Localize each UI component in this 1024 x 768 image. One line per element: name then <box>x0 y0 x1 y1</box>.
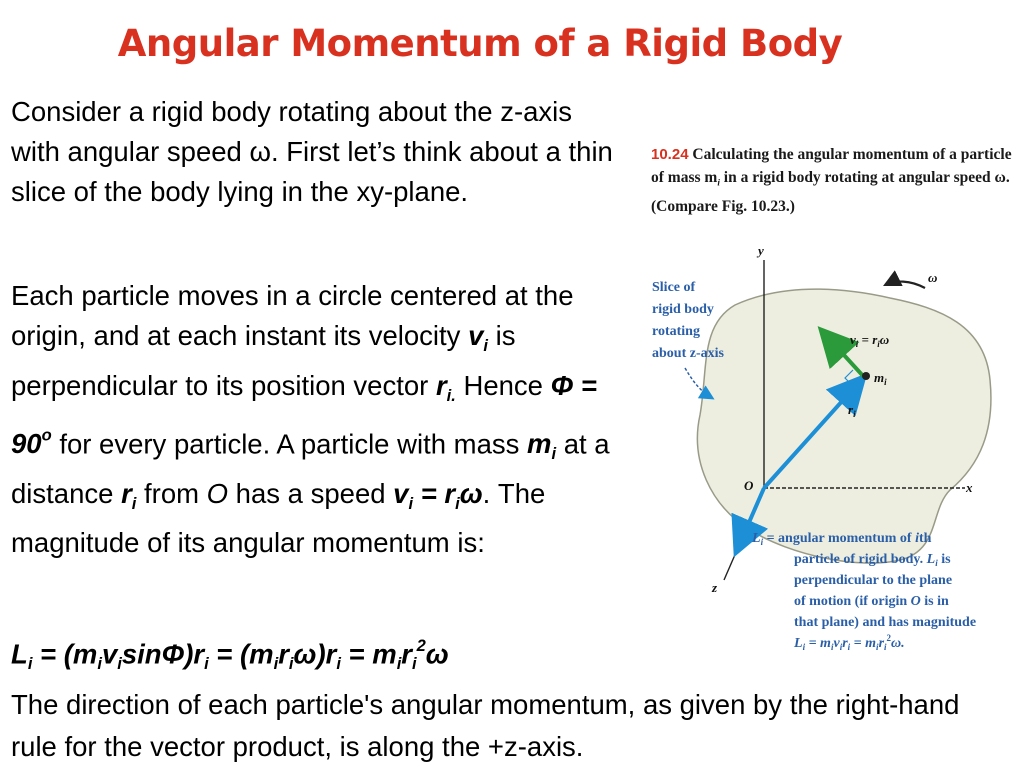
L-line: ω. <box>891 636 905 651</box>
L-line: particle of rigid body. <box>794 552 927 567</box>
L-italic-i: i <box>915 531 919 546</box>
symbol-v: v <box>393 477 409 509</box>
eq-mid: = r <box>413 477 456 509</box>
L-line: is <box>937 552 951 567</box>
subscript-i: i <box>853 409 856 419</box>
eq-part: sinΦ)r <box>121 638 205 670</box>
vel-omega: ω <box>879 332 890 347</box>
mass-symbol <box>527 427 557 463</box>
eq-part: r <box>278 638 289 670</box>
velocity-symbol <box>468 320 488 355</box>
subscript-i: i <box>408 494 414 513</box>
L-symbol: L <box>752 531 761 546</box>
eq-part: = (m <box>208 638 274 670</box>
vel-mid: = r <box>858 332 878 347</box>
L-line: is in <box>920 594 949 609</box>
eq-part: = (m <box>32 638 98 670</box>
textbook-figure <box>640 130 1020 670</box>
radius-r: r <box>848 402 854 417</box>
text-run: is perpendicular to its position vector <box>11 320 516 401</box>
L-line: = angular momentum of <box>763 531 916 546</box>
angular-momentum-equation <box>11 624 611 686</box>
caption-text: in a rigid body rotating at angular speed ω. (Compare Fig. 10.23.) <box>651 169 1010 216</box>
x-axis-label: x <box>966 480 973 495</box>
subscript-i: i. <box>446 386 456 405</box>
eq-omega: ω <box>425 638 449 670</box>
rigid-body-diagram <box>640 130 1020 670</box>
omega-label: ω <box>928 270 938 285</box>
eq-part: ω)r <box>293 638 337 670</box>
figure-number: 10.24 <box>651 146 689 163</box>
subscript-i: i <box>204 655 209 674</box>
L-line: r <box>878 636 885 651</box>
particle-paragraph <box>11 276 626 563</box>
square-sup: 2 <box>416 637 426 655</box>
text-run: Hence <box>455 369 551 401</box>
y-axis-label: y <box>758 243 764 258</box>
eq-L: L <box>11 638 28 670</box>
degree-sup: o <box>41 426 52 445</box>
subscript-i: i <box>273 655 279 674</box>
L-line: r <box>842 636 848 651</box>
subscript-i: i <box>97 655 102 674</box>
subscript-i: i <box>483 336 488 355</box>
eq-part: = m <box>340 638 397 670</box>
speed-equation <box>393 477 483 513</box>
slice-line: rigid body <box>652 302 714 317</box>
L-line: v <box>833 636 840 651</box>
symbol-m: m <box>527 427 552 459</box>
eq-part: r <box>401 638 412 670</box>
L-O: O <box>910 594 921 609</box>
subscript-i: i <box>551 444 557 463</box>
L-line: perpendicular to the plane <box>794 573 953 588</box>
text-run: has a speed <box>228 477 394 509</box>
symbol-r: r <box>121 477 132 509</box>
text-run: at a distance <box>11 427 610 509</box>
subscript-i: i <box>27 655 33 674</box>
slice-line: Slice of <box>652 280 696 295</box>
rigid-body-slice <box>697 289 990 563</box>
subscript-i: i <box>855 339 859 349</box>
distance-symbol <box>121 477 137 513</box>
text-run: from <box>136 477 207 509</box>
L-line: = m <box>850 636 877 651</box>
subscript-i: i <box>884 377 887 387</box>
eq-part: v <box>101 638 118 670</box>
particle-dot <box>862 372 870 380</box>
z-axis-label: z <box>712 580 718 595</box>
direction-paragraph: The direction of each particle's angular momentum, as given by the right-hand rule for the vector product, is along the +z-axis. <box>11 689 960 762</box>
subscript-i: i <box>876 642 879 652</box>
subscript-i: i <box>396 655 402 674</box>
slice-line: rotating <box>652 324 700 339</box>
subscript-i: i <box>760 537 764 547</box>
caption-text: Calculating the angular momentum of a particle of mass m <box>651 146 1012 186</box>
subscript-i: i <box>884 642 887 652</box>
subscript-i: i <box>412 655 417 674</box>
omega-arrow <box>885 282 925 288</box>
subscript-i: i <box>455 494 460 513</box>
subscript-i: i <box>935 558 938 568</box>
subscript-i: i <box>830 642 834 652</box>
subscript-i: i <box>877 339 880 349</box>
subscript-i: i <box>131 494 137 513</box>
position-symbol <box>435 369 456 405</box>
phi-value: Φ = 90 <box>11 369 597 459</box>
subscript-i: i <box>117 655 122 674</box>
L-line: of motion (if origin <box>794 594 911 609</box>
L-line: = m <box>805 636 831 651</box>
subscript-i: i <box>839 642 843 652</box>
caption-sub: i <box>717 178 720 189</box>
text-run: Each particle moves in a circle centered at the origin, and at each instant its velocity <box>11 280 574 351</box>
text-run: . The magnitude of its angular momentum is: <box>11 477 546 559</box>
intro-paragraph: Consider a rigid body rotating about the z-axis with angular speed ω. First let’s think about a thin slice of the body lying in the xy-plane. <box>11 96 613 207</box>
mass-m: m <box>874 370 885 385</box>
square-sup: 2 <box>886 633 892 643</box>
L-line: th <box>918 531 932 546</box>
text-run: for every particle. A particle with mass <box>51 427 528 459</box>
origin-label: O <box>744 478 754 493</box>
slice-line: about z-axis <box>652 346 724 361</box>
page-title: Angular Momentum of a Rigid Body <box>117 22 843 65</box>
vel-v: v <box>850 332 856 347</box>
subscript-i: i <box>847 642 851 652</box>
L-symbol: L <box>926 552 936 567</box>
subscript-i: i <box>802 642 806 652</box>
symbol-r: r <box>435 369 447 401</box>
origin-symbol: O <box>206 477 229 509</box>
omega-symbol: ω <box>459 477 483 509</box>
subscript-i: i <box>336 655 341 674</box>
slice-annotation <box>652 280 725 361</box>
L-symbol: L <box>794 636 803 651</box>
L-line: that plane) and has magnitude <box>794 615 977 630</box>
symbol-v: v <box>468 320 484 351</box>
subscript-i: i <box>288 655 294 674</box>
